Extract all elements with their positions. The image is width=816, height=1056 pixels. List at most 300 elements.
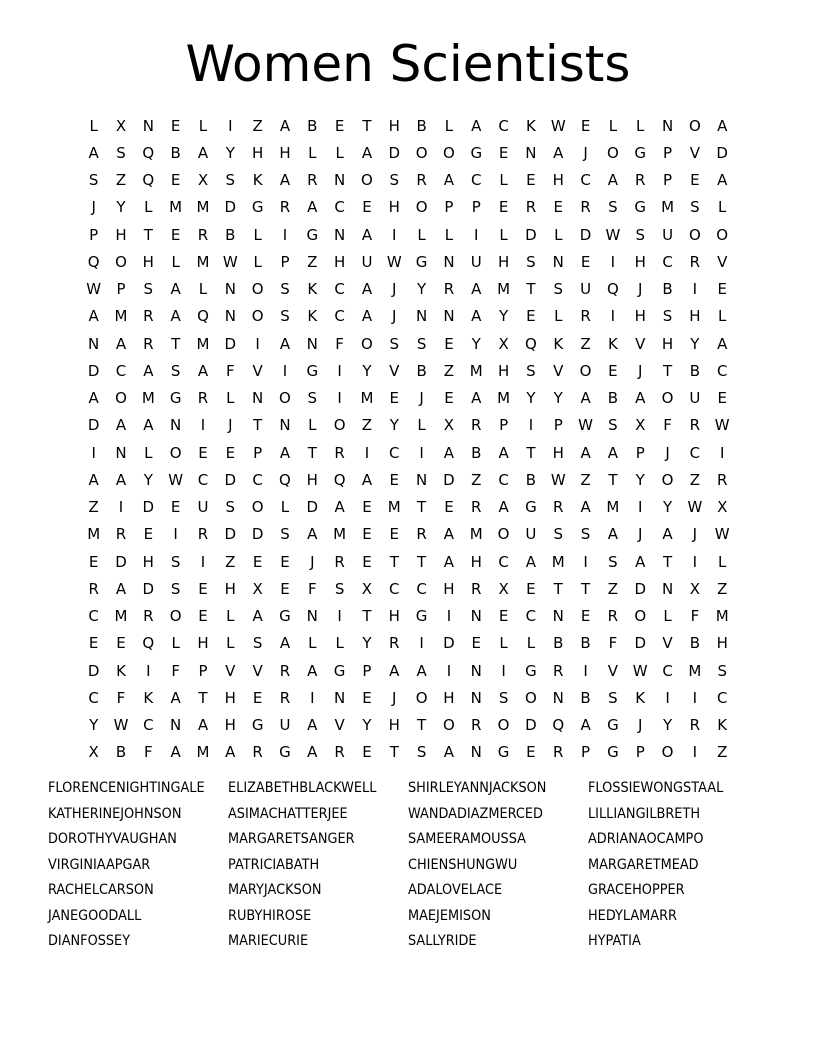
grid-letter: Y: [471, 334, 481, 353]
grid-letter: O: [115, 389, 127, 408]
grid-letter: U: [361, 252, 373, 271]
grid-letter: L: [89, 116, 98, 135]
grid-letter: M: [387, 498, 401, 517]
grid-letter: I: [228, 116, 233, 135]
grid-letter: R: [279, 688, 291, 707]
grid-letter: Y: [499, 307, 509, 326]
grid-letter: O: [443, 716, 455, 735]
grid-letter: N: [224, 307, 236, 326]
grid-letter: I: [200, 552, 206, 571]
grid-letter: G: [497, 743, 510, 762]
grid-letter: C: [88, 607, 99, 626]
grid-letter: S: [608, 198, 618, 217]
grid-letter: L: [144, 443, 153, 462]
word-item: MARGARETSANGER: [228, 831, 355, 847]
grid-letter: H: [689, 307, 701, 326]
grid-letter: L: [253, 252, 262, 271]
grid-letter: N: [661, 579, 674, 598]
grid-row: [80, 357, 736, 384]
grid-letter: S: [498, 688, 509, 707]
grid-letter: S: [143, 280, 154, 299]
grid-letter: B: [607, 389, 619, 408]
grid-letter: W: [578, 416, 593, 435]
grid-letter: F: [663, 416, 672, 435]
grid-letter: O: [279, 389, 291, 408]
grid-letter: L: [417, 416, 426, 435]
grid-letter: A: [416, 661, 427, 680]
grid-letter: L: [171, 252, 180, 271]
word-item: VIRGINIAAPGAR: [48, 856, 151, 873]
grid-letter: V: [635, 334, 646, 353]
grid-letter: D: [388, 143, 401, 162]
grid-letter: E: [170, 116, 181, 135]
grid-letter: L: [308, 634, 317, 653]
grid-letter: A: [279, 334, 291, 353]
grid-letter: R: [279, 661, 291, 680]
grid-letter: D: [115, 552, 127, 571]
grid-letter: H: [470, 552, 482, 571]
grid-letter: S: [280, 280, 290, 299]
grid-letter: K: [116, 661, 126, 680]
grid-letter: A: [361, 307, 373, 326]
grid-letter: I: [91, 443, 96, 462]
grid-letter: O: [333, 416, 346, 435]
grid-letter: O: [251, 498, 264, 517]
grid-letter: R: [416, 525, 427, 544]
grid-letter: B: [689, 361, 701, 380]
grid-letter: O: [688, 225, 701, 244]
grid-letter: R: [525, 198, 537, 217]
grid-letter: A: [580, 389, 591, 408]
grid-letter: D: [224, 525, 237, 544]
grid-letter: B: [525, 470, 537, 489]
grid-letter: E: [471, 634, 481, 653]
grid-letter: N: [334, 225, 346, 244]
grid-letter: H: [224, 688, 236, 707]
grid-letter: G: [279, 607, 291, 626]
grid-letter: N: [115, 443, 127, 462]
grid-letter: P: [89, 225, 99, 244]
grid-letter: P: [253, 443, 263, 462]
word-item: RUBYHIROSE: [228, 907, 312, 924]
grid-letter: G: [333, 661, 346, 680]
grid-letter: A: [88, 389, 99, 408]
grid-letter: N: [443, 252, 455, 271]
grid-letter: Q: [87, 252, 100, 271]
grid-letter: H: [552, 171, 564, 190]
grid-letter: S: [307, 389, 318, 408]
grid-letter: Z: [361, 416, 373, 435]
grid-letter: S: [389, 334, 400, 353]
grid-letter: P: [444, 198, 454, 217]
grid-letter: Q: [552, 716, 565, 735]
word-item: WANDADIAZMERCED: [408, 805, 543, 822]
grid-letter: T: [580, 579, 591, 598]
grid-letter: L: [144, 198, 153, 217]
grid-letter: J: [392, 280, 397, 299]
grid-letter: D: [579, 225, 592, 244]
grid-letter: I: [692, 743, 698, 762]
grid-letter: K: [717, 716, 728, 735]
grid-letter: O: [661, 743, 674, 762]
word-item: HYPATIA: [588, 933, 641, 949]
grid-letter: I: [692, 688, 698, 707]
grid-letter: D: [142, 579, 155, 598]
grid-row: [80, 221, 736, 248]
grid-letter: L: [226, 607, 235, 626]
grid-letter: L: [444, 116, 454, 135]
grid-letter: S: [553, 525, 563, 544]
grid-letter: P: [635, 443, 645, 462]
grid-letter: M: [141, 389, 155, 408]
grid-letter: C: [334, 198, 345, 217]
grid-letter: D: [224, 470, 237, 489]
grid-letter: N: [306, 334, 318, 353]
word-column: [588, 776, 768, 955]
grid-letter: L: [608, 116, 618, 135]
grid-letter: G: [525, 661, 537, 680]
grid-letter: R: [197, 389, 209, 408]
grid-letter: A: [361, 280, 373, 299]
grid-letter: V: [252, 661, 263, 680]
grid-letter: I: [610, 252, 616, 271]
grid-letter: D: [525, 716, 537, 735]
word-item: KATHERINEJOHNSON: [48, 805, 182, 822]
grid-letter: X: [498, 579, 509, 598]
grid-letter: T: [417, 716, 427, 735]
grid-letter: A: [498, 443, 509, 462]
grid-letter: I: [200, 416, 206, 435]
word-item: DOROTHYVAUGHAN: [48, 831, 177, 847]
grid-letter: E: [444, 389, 454, 408]
grid-letter: L: [718, 307, 727, 326]
grid-letter: Y: [553, 389, 563, 408]
grid-letter: G: [169, 389, 182, 408]
grid-letter: E: [444, 334, 454, 353]
grid-letter: I: [583, 661, 588, 680]
grid-letter: A: [389, 661, 400, 680]
grid-letter: I: [419, 443, 424, 462]
grid-letter: H: [552, 443, 564, 462]
grid-letter: E: [170, 171, 181, 190]
word-item: CHIENSHUNGWU: [408, 856, 518, 873]
grid-letter: O: [634, 607, 647, 626]
grid-letter: C: [334, 307, 345, 326]
grid-letter: M: [497, 389, 511, 408]
grid-letter: M: [469, 361, 483, 380]
grid-letter: S: [280, 525, 290, 544]
grid-letter: G: [306, 225, 319, 244]
grid-letter: O: [688, 116, 701, 135]
grid-letter: L: [226, 389, 235, 408]
grid-letter: Y: [662, 716, 673, 735]
grid-letter: O: [415, 688, 428, 707]
grid-letter: A: [498, 498, 509, 517]
grid-letter: N: [334, 688, 346, 707]
word-item: ELIZABETHBLACKWELL: [228, 780, 377, 796]
grid-letter: I: [282, 361, 288, 380]
grid-letter: N: [661, 116, 674, 135]
grid-letter: C: [716, 361, 728, 380]
grid-letter: M: [333, 525, 347, 544]
grid-letter: N: [170, 416, 182, 435]
grid-letter: G: [634, 143, 647, 162]
grid-letter: P: [362, 661, 372, 680]
grid-letter: Y: [89, 716, 99, 735]
grid-letter: E: [608, 361, 618, 380]
grid-row: [80, 385, 736, 412]
grid-letter: A: [361, 143, 373, 162]
grid-letter: N: [552, 252, 564, 271]
grid-letter: M: [196, 743, 210, 762]
grid-letter: C: [580, 171, 591, 190]
grid-letter: L: [554, 225, 563, 244]
grid-letter: H: [388, 716, 400, 735]
grid-letter: A: [580, 498, 591, 517]
grid-letter: A: [334, 498, 345, 517]
grid-letter: S: [580, 525, 591, 544]
grid-row: [80, 194, 736, 221]
grid-letter: Y: [690, 334, 700, 353]
grid-row: [80, 739, 736, 766]
grid-letter: A: [307, 525, 318, 544]
grid-letter: B: [170, 143, 181, 162]
grid-letter: E: [389, 525, 400, 544]
grid-letter: A: [88, 143, 99, 162]
grid-letter: Y: [362, 361, 372, 380]
grid-letter: K: [525, 116, 536, 135]
grid-letter: M: [169, 198, 183, 217]
grid-letter: E: [225, 443, 236, 462]
grid-letter: A: [443, 743, 455, 762]
grid-letter: A: [115, 470, 127, 489]
grid-letter: Z: [580, 470, 591, 489]
grid-letter: T: [253, 416, 263, 435]
grid-letter: C: [525, 607, 537, 626]
grid-letter: Y: [362, 716, 372, 735]
grid-letter: H: [634, 252, 646, 271]
grid-letter: Y: [635, 470, 645, 489]
grid-letter: A: [115, 579, 127, 598]
grid-letter: E: [362, 743, 372, 762]
grid-letter: A: [635, 552, 646, 571]
grid-letter: W: [222, 252, 238, 271]
grid-letter: J: [228, 416, 233, 435]
grid-letter: V: [252, 361, 263, 380]
grid-letter: R: [443, 280, 455, 299]
grid-letter: A: [170, 307, 181, 326]
grid-letter: A: [115, 334, 127, 353]
grid-letter: X: [88, 743, 99, 762]
grid-letter: M: [196, 252, 210, 271]
grid-letter: R: [143, 334, 154, 353]
grid-letter: Z: [607, 579, 619, 598]
grid-letter: I: [255, 334, 260, 353]
grid-letter: A: [471, 116, 482, 135]
grid-letter: Q: [142, 171, 155, 190]
grid-letter: O: [251, 280, 264, 299]
grid-letter: D: [224, 198, 237, 217]
grid-row: [80, 276, 736, 303]
grid-letter: I: [446, 661, 452, 680]
grid-letter: Y: [116, 198, 126, 217]
grid-letter: M: [497, 280, 511, 299]
grid-letter: R: [88, 579, 99, 598]
grid-row: [80, 303, 736, 330]
grid-letter: S: [608, 552, 618, 571]
grid-letter: I: [282, 225, 288, 244]
word-item: MARGARETMEAD: [588, 856, 699, 873]
grid-row: [80, 167, 736, 194]
grid-letter: I: [501, 661, 506, 680]
grid-letter: Z: [88, 498, 99, 517]
grid-letter: J: [392, 688, 397, 707]
grid-letter: O: [169, 607, 182, 626]
grid-letter: W: [168, 470, 184, 489]
grid-letter: J: [91, 198, 96, 217]
grid-letter: T: [662, 361, 673, 380]
grid-letter: I: [310, 688, 315, 707]
grid-letter: A: [443, 525, 455, 544]
grid-letter: D: [306, 498, 319, 517]
grid-letter: N: [88, 334, 100, 353]
grid-letter: P: [663, 143, 673, 162]
grid-letter: R: [115, 525, 127, 544]
grid-letter: B: [225, 225, 236, 244]
grid-letter: A: [717, 171, 728, 190]
grid-letter: E: [553, 198, 563, 217]
grid-letter: W: [550, 116, 566, 135]
grid-letter: U: [470, 252, 482, 271]
grid-letter: L: [198, 116, 208, 135]
grid-letter: R: [471, 579, 482, 598]
grid-letter: L: [554, 307, 563, 326]
grid-row: [80, 439, 736, 466]
grid-letter: N: [470, 688, 482, 707]
grid-letter: D: [443, 470, 455, 489]
grid-letter: L: [226, 634, 235, 653]
grid-letter: E: [389, 470, 400, 489]
grid-letter: H: [388, 116, 400, 135]
grid-letter: G: [607, 743, 619, 762]
grid-letter: I: [665, 688, 670, 707]
grid-row: [80, 494, 736, 521]
grid-letter: H: [279, 143, 291, 162]
grid-letter: U: [197, 498, 209, 517]
grid-letter: S: [553, 280, 563, 299]
grid-letter: A: [307, 661, 318, 680]
grid-letter: S: [608, 416, 618, 435]
grid-letter: O: [661, 389, 674, 408]
grid-letter: V: [662, 634, 673, 653]
grid-letter: K: [635, 688, 646, 707]
grid-row: [80, 684, 736, 711]
grid-letter: N: [470, 743, 482, 762]
grid-letter: E: [580, 607, 591, 626]
grid-letter: E: [252, 688, 263, 707]
grid-letter: A: [580, 716, 591, 735]
grid-letter: R: [689, 716, 701, 735]
grid-letter: S: [690, 198, 700, 217]
grid-letter: A: [252, 607, 263, 626]
grid-letter: G: [306, 361, 319, 380]
grid-letter: P: [198, 661, 208, 680]
word-item: DIANFOSSEY: [48, 933, 131, 949]
grid-letter: X: [115, 116, 127, 135]
grid-letter: Q: [525, 334, 537, 353]
grid-letter: T: [608, 470, 618, 489]
grid-letter: J: [638, 361, 643, 380]
grid-letter: A: [307, 198, 318, 217]
grid-letter: K: [252, 171, 263, 190]
grid-letter: N: [306, 607, 318, 626]
grid-letter: V: [334, 716, 345, 735]
grid-row: [80, 603, 736, 630]
grid-letter: E: [88, 552, 99, 571]
grid-letter: S: [225, 498, 236, 517]
grid-letter: Z: [717, 743, 728, 762]
grid-letter: E: [198, 579, 208, 598]
grid-letter: Z: [580, 334, 591, 353]
grid-row: [80, 712, 736, 739]
grid-letter: B: [580, 688, 591, 707]
grid-letter: E: [170, 498, 181, 517]
grid-letter: L: [718, 552, 727, 571]
grid-letter: T: [553, 579, 563, 598]
grid-letter: E: [88, 634, 99, 653]
grid-letter: E: [389, 389, 400, 408]
grid-letter: O: [579, 361, 592, 380]
grid-letter: R: [252, 743, 263, 762]
grid-letter: D: [87, 361, 100, 380]
grid-letter: I: [583, 552, 588, 571]
grid-letter: A: [225, 743, 236, 762]
grid-letter: G: [470, 143, 483, 162]
grid-letter: F: [608, 634, 618, 653]
grid-letter: C: [716, 688, 728, 707]
grid-letter: E: [498, 607, 509, 626]
grid-letter: A: [525, 552, 537, 571]
grid-letter: O: [361, 171, 373, 190]
grid-letter: A: [197, 716, 209, 735]
grid-letter: H: [333, 252, 346, 271]
grid-letter: I: [610, 307, 616, 326]
grid-letter: C: [197, 470, 209, 489]
grid-letter: C: [471, 171, 482, 190]
grid-letter: B: [553, 634, 564, 653]
grid-letter: J: [392, 307, 397, 326]
grid-letter: R: [716, 470, 728, 489]
grid-letter: A: [88, 470, 99, 489]
grid-letter: D: [716, 143, 728, 162]
grid-letter: O: [497, 525, 510, 544]
grid-letter: U: [279, 716, 291, 735]
grid-letter: Y: [662, 498, 673, 517]
grid-letter: E: [362, 688, 372, 707]
grid-letter: I: [337, 607, 342, 626]
grid-letter: N: [525, 143, 537, 162]
grid-letter: H: [716, 634, 728, 653]
grid-letter: R: [607, 607, 619, 626]
grid-letter: C: [662, 252, 673, 271]
grid-letter: B: [416, 116, 427, 135]
grid-letter: N: [470, 661, 482, 680]
grid-letter: A: [553, 143, 564, 162]
grid-letter: O: [497, 716, 510, 735]
word-item: SHIRLEYANNJACKSON: [408, 780, 547, 796]
grid-letter: L: [335, 143, 344, 162]
word-item: PATRICIABATH: [228, 856, 320, 873]
